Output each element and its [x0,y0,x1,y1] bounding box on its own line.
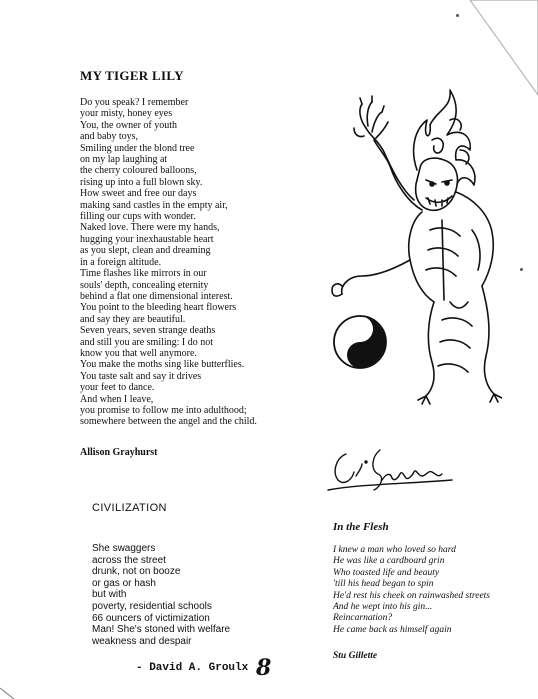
poem-line: Reincarnation? [333,613,393,624]
poem-line: drunk, not on booze [92,566,181,578]
poem-line: know you that well anymore. [80,347,197,359]
poem-line: Time flashes like mirrors in our [80,268,207,280]
poem-line: filling our cups with wonder. [80,211,196,223]
page-number: 8 [256,655,272,681]
poem-line: Who toasted life and beauty [333,567,440,578]
poem-line: your feet to dance. [80,382,155,394]
poem-line: poverty, residential schools [92,600,212,612]
scan-speck [456,14,459,17]
poem1-author: Allison Grayhurst [80,447,158,458]
poem-line: And when I leave, [80,393,154,405]
poem-line: Naked love. There were my hands, [80,222,220,234]
poem-line: You point to the bleeding heart flowers [80,302,237,314]
poem-line: 66 ouncers of victimization [92,612,210,624]
poem-line: the cherry coloured balloons, [80,165,197,177]
poem2-author: - David A. Groulx [136,662,249,674]
poem-line: rising up into a full blown sky. [80,176,203,188]
poem-line: I knew a man who loved so hard [333,545,456,555]
poem-line: and say they are beautiful. [80,313,186,325]
poem-line: You taste salt and say it drives [80,370,202,382]
poem-line: And he wept into his gin... [333,602,433,613]
poem3-author: Stu Gillette [333,651,378,661]
poem2-title: CIVILIZATION [92,502,167,514]
poem-line: but with [92,589,127,601]
poem-line: Man! She's stoned with welfare [92,624,231,636]
poem-line: in a foreign altitude. [80,256,162,268]
poem-line: making sand castles in the empty air, [80,199,228,211]
poem-line: Smiling under the blond tree [80,142,195,154]
poem1-body [80,97,330,428]
poem1-title: MY TIGER LILY [80,68,184,83]
poem-line: or gas or hash [92,577,156,589]
poem-line: souls' depth, concealing eternity [80,279,209,291]
poem-line: behind a flat one dimensional interest. [80,290,233,302]
poem-line: Seven years, seven strange deaths [80,325,216,337]
poem-line: hugging your inexhaustable heart [80,233,214,245]
poem-line: Do you speak? I remember [80,97,189,108]
poem-line: She swaggers [92,543,156,554]
poem-line: and still you are smiling: I do not [80,336,214,348]
poem-line: 'till his head began to spin [333,579,434,590]
poem-line: He'd rest his cheek on rainwashed streets [333,590,490,601]
poem-line: He came back as himself again [333,624,452,635]
demon-figure-illustration [322,80,502,410]
poem2-body [92,543,292,647]
poem-line: as you slept, clean and dreaming [80,245,211,257]
poem-line: somewhere between the angel and the child. [80,416,257,428]
poem-line: You make the moths sing like butterflies. [80,359,245,371]
artist-signature [322,440,472,500]
poem-line: and baby toys, [80,131,139,143]
poem-line: You, the owner of youth [80,119,178,131]
poem-line: across the street [92,554,166,566]
scan-speck [520,268,523,271]
poem-line: How sweet and free our days [80,188,197,200]
poem-line: your misty, honey eyes [80,108,173,120]
poem3-title: In the Flesh [333,521,389,533]
poem3-body [333,545,533,636]
poem-line: He was like a cardboard grin [333,556,445,567]
poem-line: you promise to follow me into adulthood; [80,404,247,416]
poem-line: weakness and despair [92,635,192,647]
poem-line: on my lap laughing at [80,154,168,166]
